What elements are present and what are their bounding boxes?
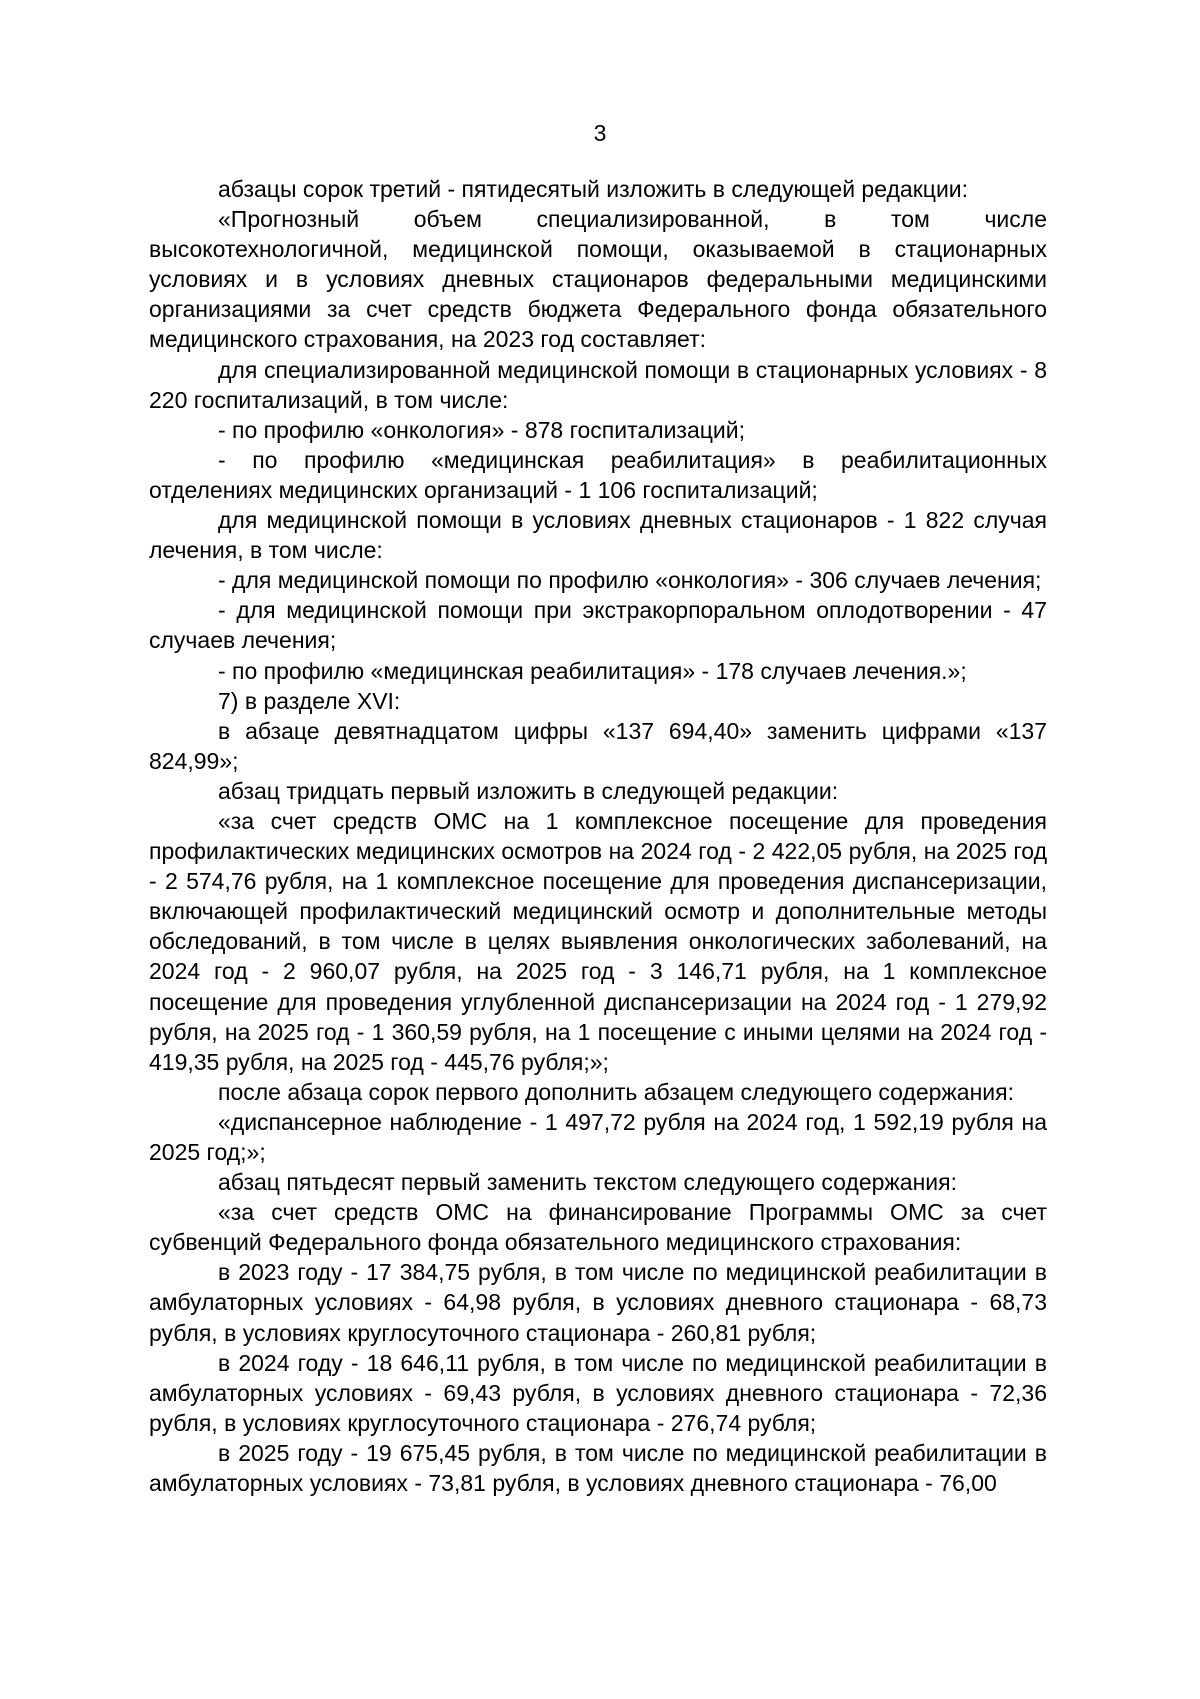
paragraph: «за счет средств ОМС на финансирование Программы ОМС за счет субвенций Федерального фонда обязательного медицинского страхования: [149, 1199, 1047, 1256]
paragraph: «диспансерное наблюдение - 1 497,72 рубля на 2024 год, 1 592,19 рубля на 2025 год;»; [149, 1108, 1047, 1165]
paragraph: - по профилю «медицинская реабилитация» - 178 случаев лечения.»; [218, 657, 967, 684]
paragraph: для медицинской помощи в условиях дневных стационаров - 1 822 случая лечения, в том числе: [149, 507, 1047, 564]
paragraph: - по профилю «онкология» - 878 госпитализаций; [218, 416, 746, 443]
document-body [149, 174, 1047, 1498]
paragraph: после абзаца сорок первого дополнить абзацем следующего содержания: [218, 1078, 1014, 1105]
paragraph: в 2024 году - 18 646,11 рубля, в том числе по медицинской реабилитации в амбулаторных условиях - 69,43 рубля, в условиях дневного стационара - 72,36 рубля, в условиях круглосуточного стационара - 276,74 рубля; [149, 1349, 1047, 1436]
page-number: 3 [593, 120, 607, 146]
paragraph: «Прогнозный объем специализированной, в том числе высокотехнологичной, медицинской помощи, оказываемой в стационарных условиях и в условиях дневных стационаров федеральными медицинскими организациями за счет средств бюджета Федерального фонда обязательного медицинского страхования, на 2023 год составляет: [149, 206, 1047, 353]
paragraph: - по профилю «медицинская реабилитация» в реабилитационных отделениях медицинских организаций - 1 106 госпитализаций; [149, 446, 1047, 503]
paragraph: абзац пятьдесят первый заменить текстом следующего содержания: [218, 1169, 957, 1196]
paragraph: «за счет средств ОМС на 1 комплексное посещение для проведения профилактических медицинских осмотров на 2024 год - 2 422,05 рубля, на 2025 год - 2 574,76 рубля, на 1 комплексное посещение для проведения диспансеризации, включающей профилактический медицинский осмотр и дополнительные методы обследований, в том числе в целях выявления онкологических заболеваний, на 2024 год - 2 960,07 рубля, на 2025 год - 3 146,71 рубля, на 1 комплексное посещение для проведения углубленной диспансеризации на 2024 год - 1 279,92 рубля, на 2025 год - 1 360,59 рубля, на 1 посещение с иными целями на 2024 год - 419,35 рубля, на 2025 год - 445,76 рубля;»; [149, 807, 1047, 1075]
paragraph: абзацы сорок третий - пятидесятый изложить в следующей редакции: [218, 176, 969, 202]
paragraph: в 2023 году - 17 384,75 рубля, в том числе по медицинской реабилитации в амбулаторных условиях - 64,98 рубля, в условиях дневного стационара - 68,73 рубля, в условиях круглосуточного стационара - 260,81 рубля; [149, 1259, 1047, 1346]
paragraph: в абзаце девятнадцатом цифры «137 694,40» заменить цифрами «137 824,99»; [149, 717, 1047, 774]
paragraph: для специализированной медицинской помощи в стационарных условиях - 8 220 госпитализаций, в том числе: [149, 356, 1047, 413]
paragraph: - для медицинской помощи по профилю «онкология» - 306 случаев лечения; [218, 567, 1042, 594]
paragraph: абзац тридцать первый изложить в следующей редакции: [218, 777, 839, 804]
paragraph: 7) в разделе XVI: [218, 687, 401, 714]
paragraph: в 2025 году - 19 675,45 рубля, в том числе по медицинской реабилитации в амбулаторных условиях - 73,81 рубля, в условиях дневного стационара - 76,00 [149, 1439, 1047, 1497]
paragraph: - для медицинской помощи при экстракорпоральном оплодотворении - 47 случаев лечения; [149, 597, 1047, 654]
